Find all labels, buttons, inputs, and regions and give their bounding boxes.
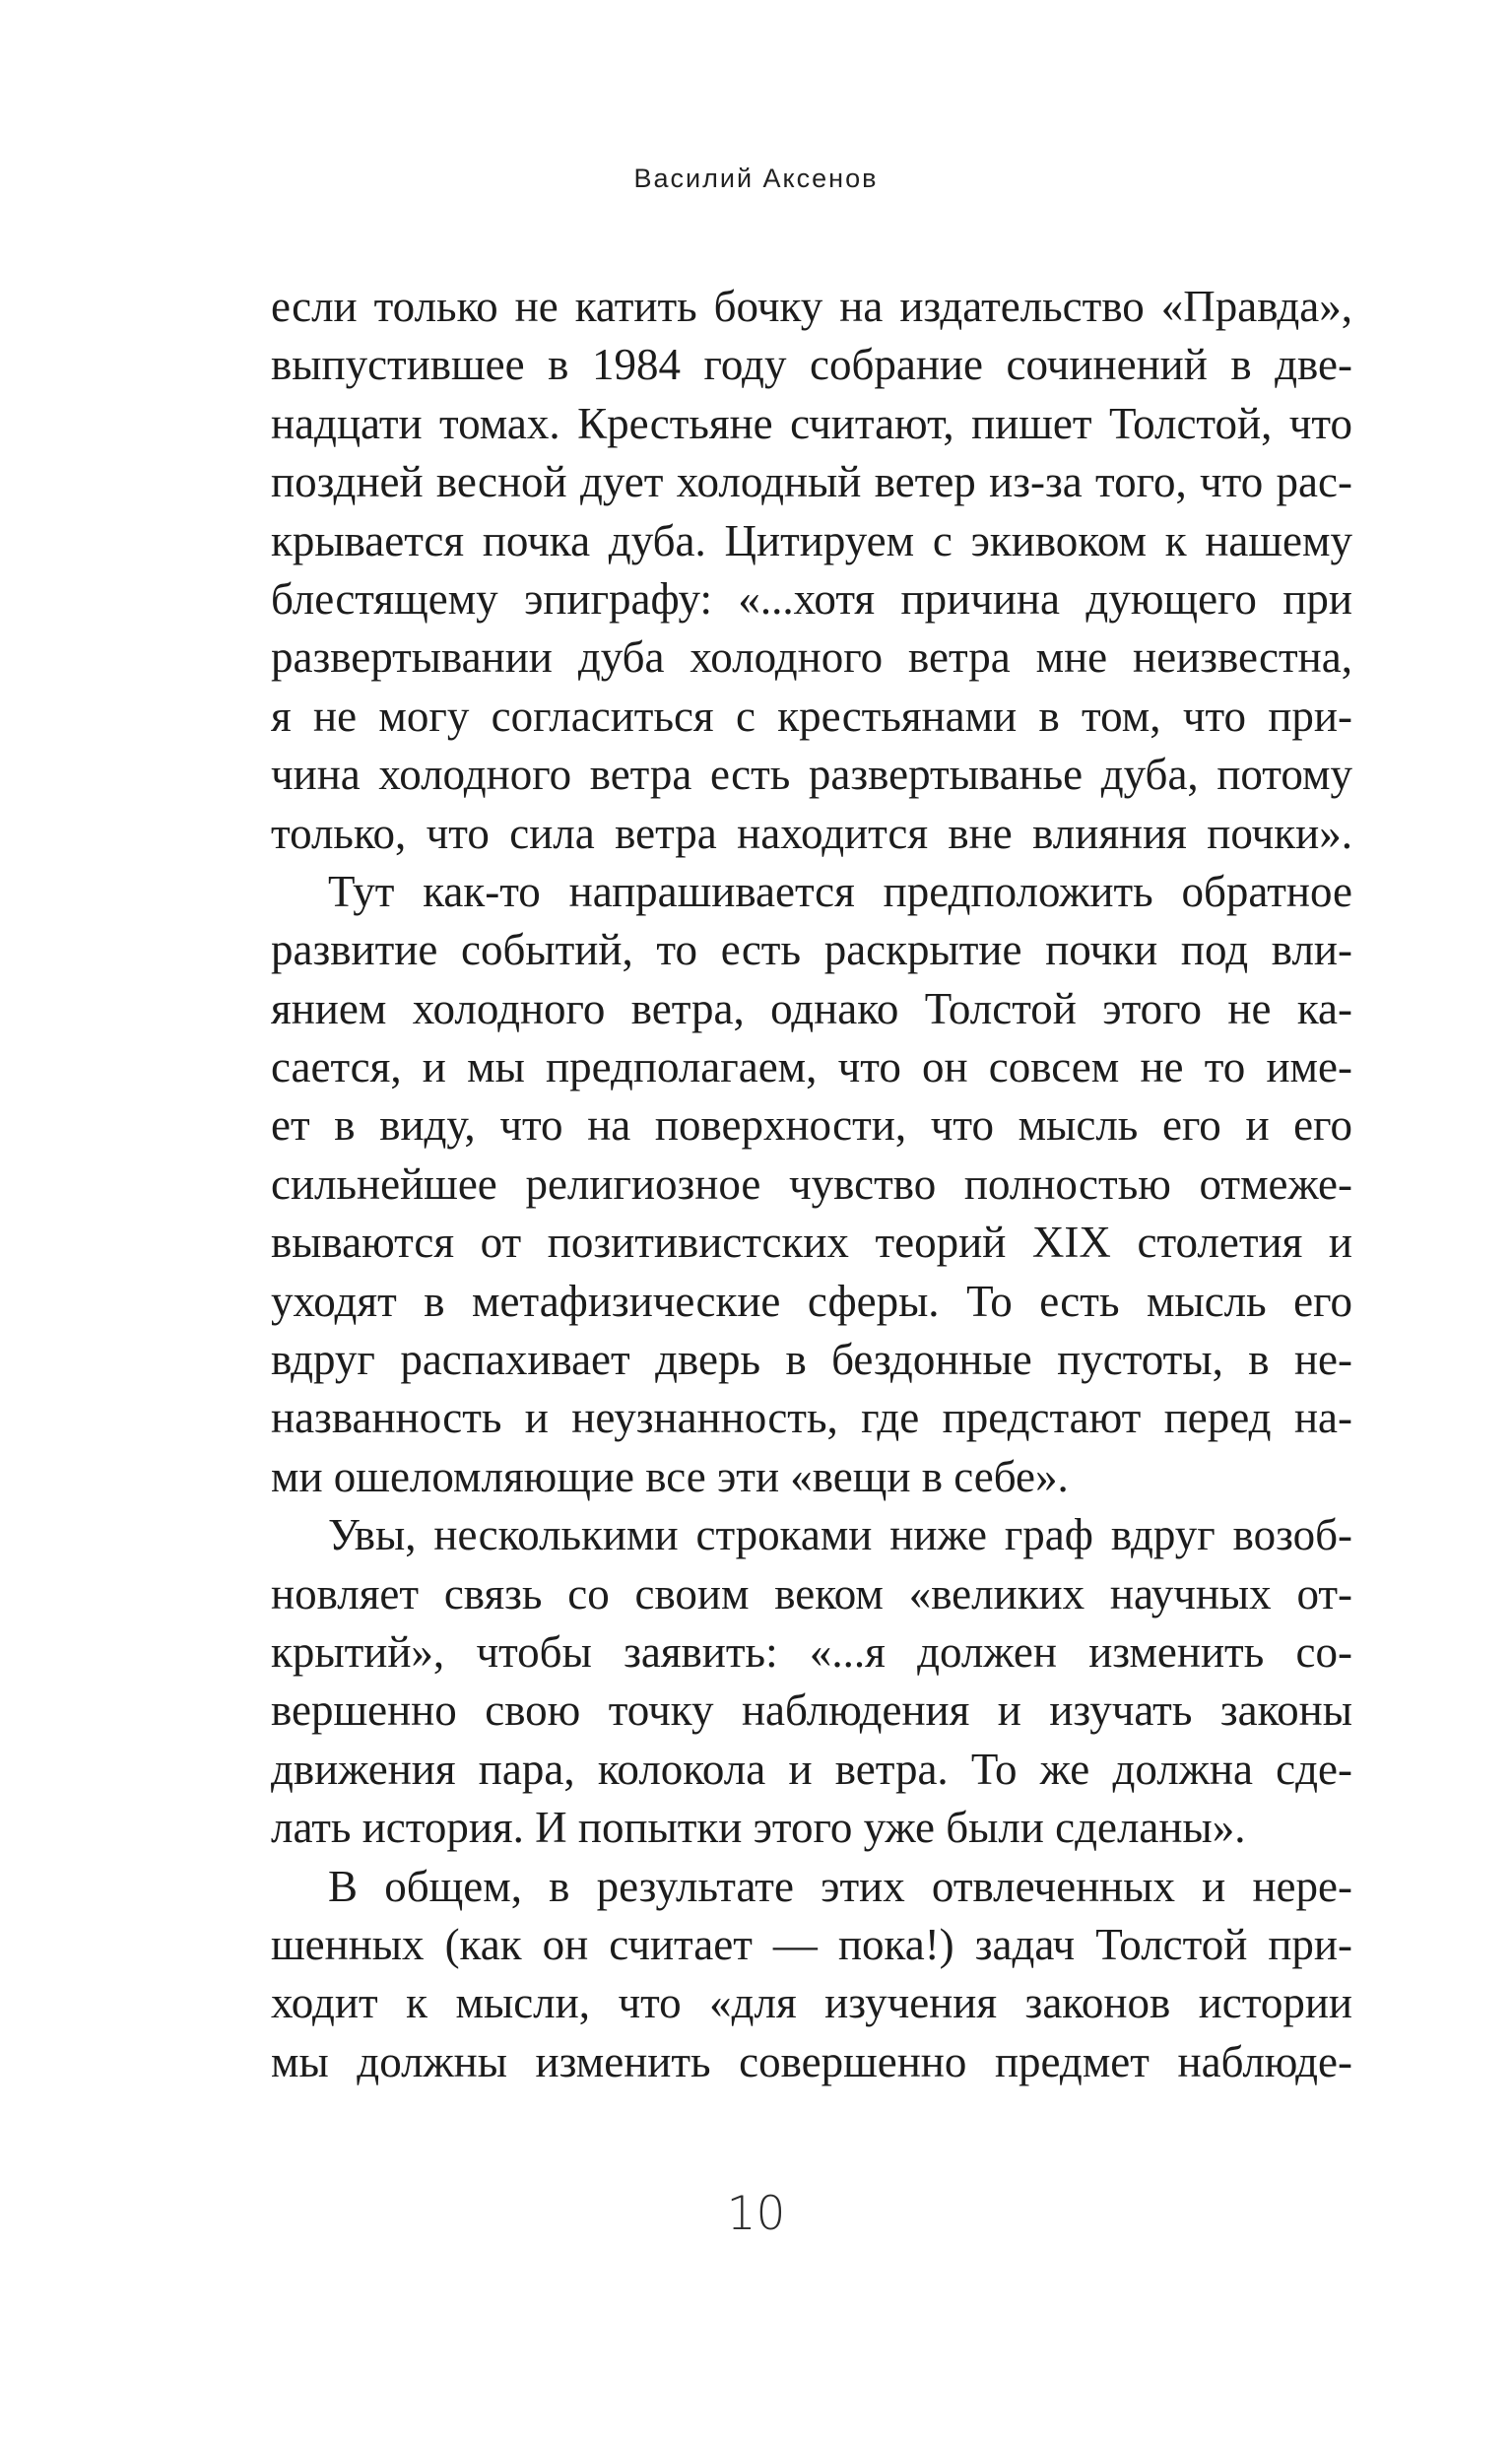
text-line: мы должны изменить совершенно предмет наблюде- bbox=[271, 2036, 1352, 2086]
text-line: названность и неузнанность, где предстают перед на- bbox=[271, 1393, 1352, 1443]
text-line: вершенно свою точку наблюдения и изучать законы bbox=[271, 1685, 1352, 1736]
text-line: уходят в метафизические сферы. То есть мысль его bbox=[271, 1276, 1352, 1326]
text-line: сильнейшее религиозное чувство полностью отмеже- bbox=[271, 1158, 1352, 1209]
text-line: крывается почка дуба. Цитируем с экивоком к нашему bbox=[271, 515, 1352, 565]
text-line: Увы, несколькими строками ниже граф вдруг возоб- bbox=[328, 1510, 1352, 1560]
text-line: новляет связь со своим веком «великих научных от- bbox=[271, 1568, 1352, 1618]
text-line: вдруг распахивает дверь в бездонные пустоты, в не- bbox=[271, 1335, 1352, 1385]
text-line: В общем, в результате этих отвлеченных и нере- bbox=[328, 1861, 1352, 1911]
page-number: 10 bbox=[726, 2187, 786, 2241]
text-line: ет в виду, что на поверхности, что мысль его и его bbox=[271, 1100, 1352, 1151]
text-line: движения пара, колокола и ветра. То же должна сде- bbox=[271, 1744, 1352, 1794]
text-line: развертывании дуба холодного ветра мне неизвестна, bbox=[271, 632, 1352, 683]
text-line: янием холодного ветра, однако Толстой этого не ка- bbox=[271, 983, 1352, 1033]
text-line: крытий», чтобы заявить: «...я должен изменить со- bbox=[271, 1626, 1352, 1677]
text-line: шенных (как он считает — пока!) задач Толстой при- bbox=[271, 1919, 1352, 1969]
text-line: чина холодного ветра есть развертыванье дуба, потому bbox=[271, 750, 1352, 800]
text-line: только, что сила ветра находится вне влияния почки». bbox=[271, 808, 1352, 858]
paragraph bbox=[271, 1506, 1352, 1857]
text-line: выпустившее в 1984 году собрание сочинений в две- bbox=[271, 340, 1352, 390]
paragraph bbox=[271, 1858, 1352, 2092]
text-line: ми ошеломляющие все эти «вещи в себе». bbox=[271, 1451, 1069, 1501]
body-text bbox=[271, 278, 1352, 2091]
text-line: надцати томах. Крестьяне считают, пишет Толстой, что bbox=[271, 398, 1352, 448]
text-line: лать история. И попытки этого уже были сделаны». bbox=[271, 1803, 1246, 1853]
text-line: Тут как-то напрашивается предположить обратное bbox=[328, 866, 1352, 916]
text-line: если только не катить бочку на издательство «Правда», bbox=[271, 282, 1352, 331]
text-line: вываются от позитивистских теорий XIX столетия и bbox=[271, 1218, 1352, 1268]
text-line: сается, и мы предполагаем, что он совсем не то име- bbox=[271, 1042, 1352, 1092]
text-line: развитие событий, то есть раскрытие почки под вли- bbox=[271, 925, 1352, 975]
paragraph bbox=[271, 863, 1352, 1506]
text-line: ходит к мысли, что «для изучения законов истории bbox=[271, 1978, 1352, 2028]
paragraph bbox=[271, 278, 1352, 863]
running-header-author: Василий Аксенов bbox=[633, 164, 879, 193]
text-line: поздней весной дует холодный ветер из-за того, что рас- bbox=[271, 457, 1352, 507]
text-line: блестящему эпиграфу: «...хотя причина дующего при bbox=[271, 573, 1352, 624]
text-line: я не могу согласиться с крестьянами в том, что при- bbox=[271, 691, 1352, 741]
